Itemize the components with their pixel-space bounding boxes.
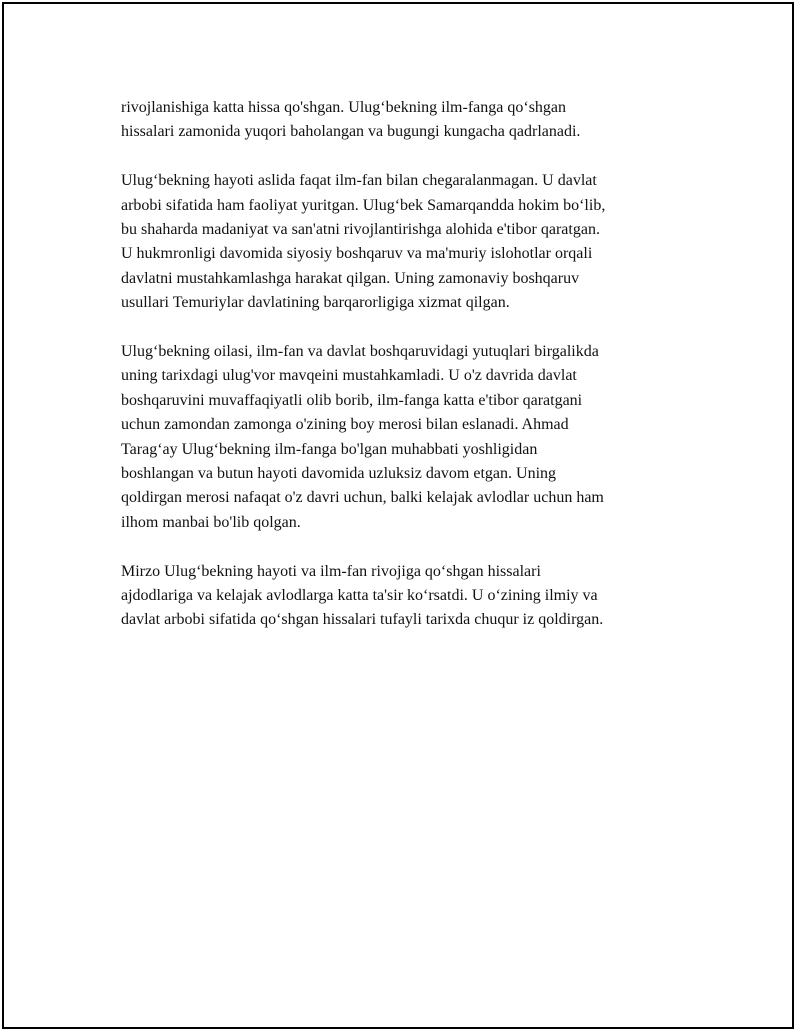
text-line: davlat arbobi sifatida qo‘shgan hissalari tufayli tarixda chuqur iz qoldirgan. [121, 611, 604, 629]
text-line: usullari Temuriylar davlatining barqarorligiga xizmat qilgan. [121, 294, 510, 312]
document-page [2, 2, 794, 1029]
text-line: Mirzo Ulug‘bekning hayoti va ilm-fan rivojiga qo‘shgan hissalari [121, 562, 541, 580]
text-line: arbobi sifatida ham faoliyat yuritgan. Ulug‘bek Samarqandda hokim bo‘lib, [121, 196, 606, 214]
text-line: boshqaruvini muvaffaqiyatli olib borib, ilm-fanga katta e'tibor qaratgani [121, 391, 583, 409]
text-line: Ulug‘bekning oilasi, ilm-fan va davlat boshqaruvidagi yutuqlari birgalikda [121, 343, 599, 361]
text-line: rivojlanishiga katta hissa qo'shgan. Ulug‘bekning ilm-fanga qo‘shgan [121, 99, 567, 116]
paragraph [121, 96, 691, 145]
text-line: uchun zamondan zamonga o'zining boy merosi bilan eslanadi. Ahmad [121, 416, 569, 434]
document-body [121, 96, 691, 657]
paragraph [121, 560, 691, 633]
text-line: davlatni mustahkamlashga harakat qilgan. Uning zamonaviy boshqaruv [121, 269, 580, 287]
text-line: qoldirgan merosi nafaqat o'z davri uchun, balki kelajak avlodlar uchun ham [121, 489, 604, 507]
text-line: Tarag‘ay Ulug‘bekning ilm-fanga bo'lgan muhabbati yoshligidan [121, 440, 538, 458]
text-line: ajdodlariga va kelajak avlodlarga katta ta'sir ko‘rsatdi. U o‘zining ilmiy va [121, 587, 598, 605]
text-line: ilhom manbai bo'lib qolgan. [121, 513, 301, 531]
text-line: bu shaharda madaniyat va san'atni rivojlantirishga alohida e'tibor qaratgan. [121, 221, 600, 239]
text-line: hissalari zamonida yuqori baholangan va bugungi kungacha qadrlanadi. [121, 123, 581, 141]
text-line: boshlangan va butun hayoti davomida uzluksiz davom etgan. Uning [121, 465, 557, 483]
text-line: uning tarixdagi ulug'vor mavqeini mustahkamladi. U o'z davrida davlat [121, 367, 577, 385]
text-line: U hukmronligi davomida siyosiy boshqaruv va ma'muriy islohotlar orqali [121, 245, 593, 263]
paragraph [121, 169, 691, 315]
text-line: Ulug‘bekning hayoti aslida faqat ilm-fan bilan chegaralanmagan. U davlat [121, 172, 597, 190]
paragraph [121, 340, 691, 535]
